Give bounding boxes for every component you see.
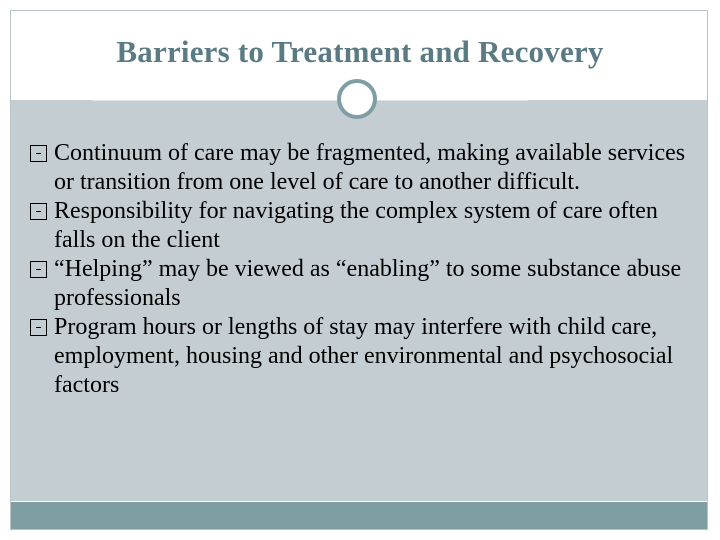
bullet-item [30,255,690,313]
bullet-item [30,313,690,400]
circle-ornament-icon [337,79,377,119]
bullet-text: Continuum of care may be fragmented, making available services or transition from one level of care to another difficult. [54,140,686,195]
footer-bar [11,502,707,529]
missing-glyph-box-icon [30,203,47,220]
slide-title: Barriers to Treatment and Recovery [116,34,604,69]
missing-glyph-box-icon [30,145,47,162]
missing-glyph-box-icon [30,319,47,336]
bullet-text: “Helping” may be viewed as “enabling” to some substance abuse professionals [54,256,682,311]
bullet-list [30,139,690,400]
title-divider [92,100,528,101]
missing-glyph-box-icon [30,261,47,278]
bullet-text: Responsibility for navigating the complex system of care often falls on the client [54,198,658,253]
bullet-item [30,139,690,197]
bullet-text: Program hours or lengths of stay may interfere with child care, employment, housing and other environmental and psychosocial factors [54,314,674,398]
bullet-item [30,197,690,255]
